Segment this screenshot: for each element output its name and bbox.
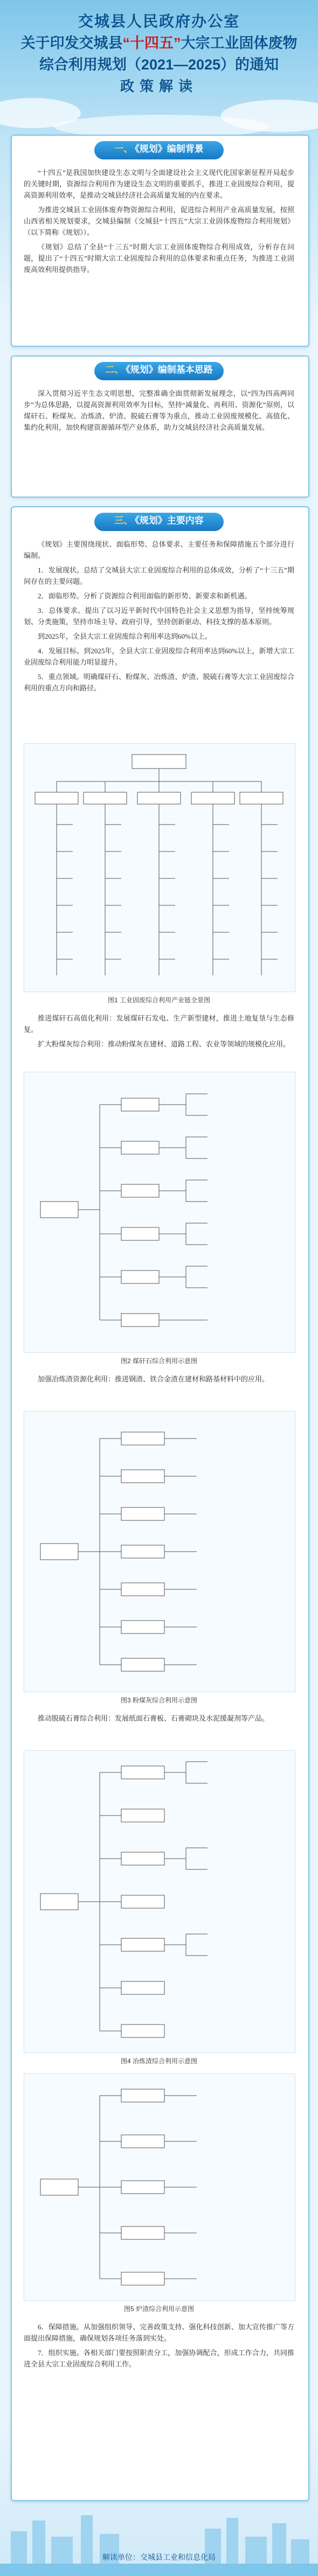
city-skyline-decoration (0, 2510, 318, 2576)
section-3-header: 三、 《规划》主要内容 (0, 513, 318, 531)
list-item: 1．发展现状。总结了交城县大宗工业固废综合利用的总体成效，分析了“十三五”期间存在的主要问题。 (24, 566, 294, 585)
figure-5-diagram (24, 2074, 295, 2301)
interpretation-unit: 解读单位：交城县工业和信息化局 (102, 2553, 216, 2561)
notice-title-line-2: 关于印发交城县“十四五”大宗工业固体废物 (20, 35, 298, 51)
tree-diagram (24, 744, 295, 992)
tree-diagram (24, 1072, 295, 1352)
list-item: 5．重点领域。明确煤矸石、粉煤灰、冶炼渣、炉渣、脱硫石膏等大宗工业固废综合利用的重点方向和路径。 (24, 673, 294, 692)
figure-2-caption: 图2 煤矸石综合利用示意图 (120, 1357, 197, 1365)
figure-2-diagram (24, 1072, 295, 1353)
task-text-3 (24, 1713, 294, 1727)
figure-1-diagram (24, 743, 295, 992)
section-2-header: 二、 《规划》编制基本思路 (0, 362, 318, 380)
list-item: 7．组织实施。各相关部门要按照职责分工，加强协调配合，形成工作合力，共同推进全县大宗工业固废综合利用工作。 (24, 2349, 294, 2368)
figure-3-diagram (24, 1411, 295, 1692)
safeguards-text (24, 2321, 294, 2373)
paragraph: 深入贯彻习近平生态文明思想，完整准确全面贯彻新发展理念，以“四为四高两同步”为总体思路，以提高资源利用效率为目标，坚持“减量化、再利用、资源化”原则，以煤矸石、粉煤灰、冶炼渣、炉渣、脱硫石膏等为重点，推动工业固废规模化、高值化、集约化利用，加快构建资源循环型产业体系，助力交城县经济社会高质量发展。 (24, 389, 294, 431)
task-text-2 (24, 1373, 294, 1388)
policy-interpretation-title: 政策解读 (120, 78, 198, 94)
list-item: 推进煤矸石高值化利用：发展煤矸石发电、生产新型建材，推进土地复垦与生态修复。 (24, 1014, 294, 1034)
issuer-title: 交城县人民政府办公室 (78, 13, 240, 30)
list-item: 加强冶炼渣资源化利用：推进钢渣、铁合金渣在建材和路基材料中的应用。 (38, 1375, 269, 1383)
list-item: 2．面临形势。分析了资源综合利用面临的新形势、新要求和新机遇。 (38, 592, 252, 600)
footer (0, 2510, 318, 2576)
content-text (24, 539, 294, 697)
paragraph: 《规划》总结了全县“十三五”时期大宗工业固体废物综合利用成效，分析存在问题，提出了“十四五”时期大宗工业固废综合利用的总体要求和重点任务，为推进工业固废高效利用提供指导。 (24, 243, 294, 274)
figure-4-caption: 图4 冶炼渣综合利用示意图 (120, 2057, 197, 2065)
highlight-line: 到2025年，全县大宗工业固废综合利用率达到60%以上。 (38, 632, 212, 640)
header (0, 0, 318, 135)
list-item: 3．总体要求。提出了以习近平新时代中国特色社会主义思想为指导，坚持统筹规划、分类施策，坚持市场主导、政府引导，坚持创新驱动、科技支撑的基本原则。 (24, 606, 294, 626)
paragraph: 为推进交城县工业固体废弃物资源综合利用，促进综合利用产业高质量发展，按照山西省相关规划要求，交城县编制《交城县“十四五”大宗工业固体废物综合利用规划》（以下简称《规划》）。 (24, 206, 294, 236)
background-text (24, 167, 294, 278)
list-item: 4．发展目标。到2025年，全县大宗工业固废综合利用率达到60%以上，新增大宗工业固废综合利用能力明显提升。 (24, 647, 294, 666)
list-item: 6．保障措施。从加强组织领导、完善政策支持、强化科技创新、加大宣传推广等方面提出保障措施，确保规划各项任务落到实处。 (24, 2323, 294, 2342)
figure-5-caption: 图5 炉渣综合利用示意图 (123, 2305, 194, 2313)
section-1-header: 一、 《规划》编制背景 (0, 141, 318, 159)
figure-4-diagram (24, 1750, 295, 2053)
tree-diagram (24, 1751, 295, 2053)
tree-diagram (24, 2074, 295, 2300)
list-item: 推动脱硫石膏综合利用：发展纸面石膏板、石膏砌块及水泥缓凝剂等产品。 (38, 1714, 269, 1722)
figure-1-caption: 图1 工业固废综合利用产业链全景图 (107, 996, 210, 1004)
paragraph: 《规划》主要围绕现状、面临形势、总体要求、主要任务和保障措施五个部分进行编制。 (24, 540, 294, 560)
list-item: 扩大粉煤灰综合利用：推动粉煤灰在建材、道路工程、农业等领域的规模化应用。 (38, 1040, 291, 1048)
figure-3-caption: 图3 粉煤灰综合利用示意图 (120, 1697, 197, 1704)
task-text-1 (24, 1013, 294, 1053)
tree-diagram (24, 1412, 295, 1692)
notice-title-line-3: 综合利用规划（2021—2025）的通知 (39, 57, 279, 73)
ideas-text (24, 388, 294, 436)
paragraph: “十四五”是我国加快建设生态文明与全面建设社会主义现代化国家新征程开局起步的关键时期，资源综合利用作为建设生态文明的重要抓手，推进工业固废综合利用，提高资源利用效率，是推动交城县经济社会高质量发展的内在要求。 (24, 169, 294, 199)
